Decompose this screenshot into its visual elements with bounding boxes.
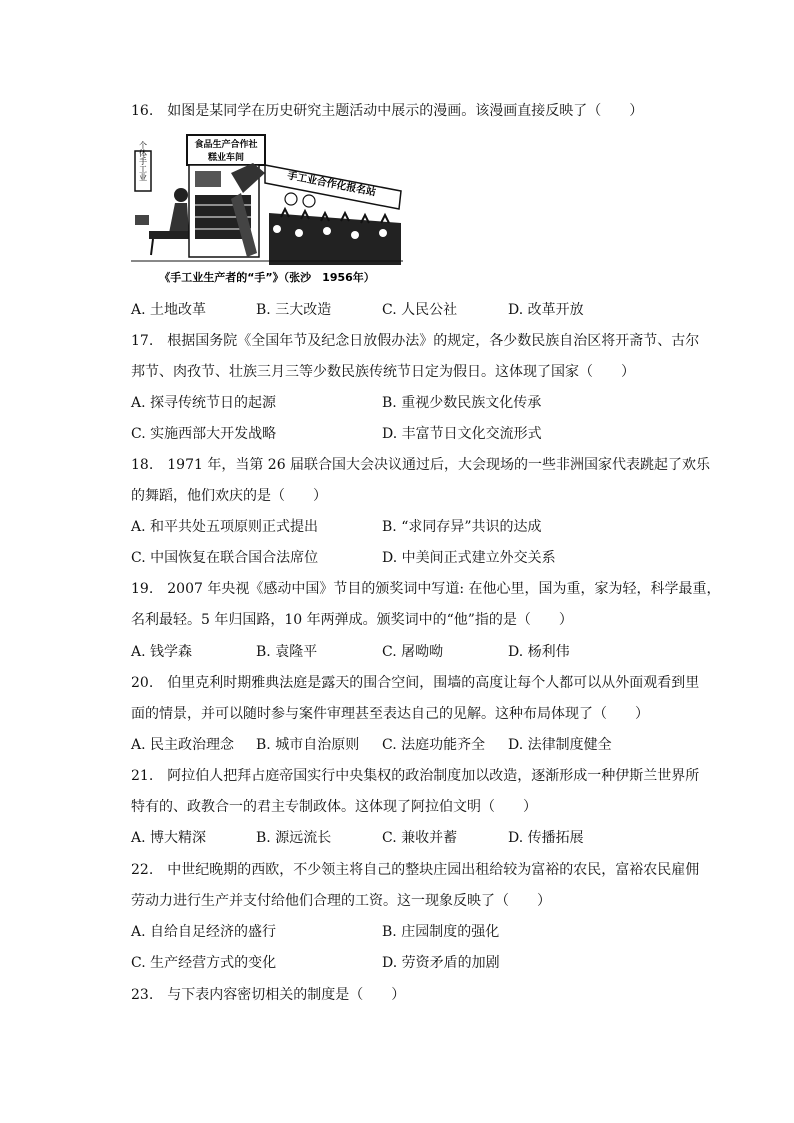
q22-line1: 22. 中世纪晚期的西欧，不少领主将自己的整块庄园出租给较为富裕的农民，富裕农民雇佣 bbox=[131, 862, 700, 878]
q18-option-a: A. 和平共处五项原则正式提出 bbox=[131, 519, 319, 535]
q19-line2: 名利最轻。5 年归国路，10 年两弹成。颁奖词中的“他”指的是（ ） bbox=[131, 612, 573, 628]
q17-option-a: A. 探寻传统节日的起源 bbox=[131, 395, 277, 411]
q19-option-a: A. 钱学森 bbox=[131, 644, 193, 660]
cartoon-caption: 《手工业生产者的“手”》（张沙 1956年） bbox=[159, 271, 375, 284]
q22-option-b: B. 庄园制度的强化 bbox=[382, 924, 500, 940]
q16-option-c: C. 人民公社 bbox=[382, 302, 458, 318]
q22-option-a: A. 自给自足经济的盛行 bbox=[131, 924, 277, 940]
cartoon-sign-top2-text: 糕业车间 bbox=[207, 153, 245, 163]
q20-line2: 面的情景，并可以随时参与案件审理甚至表达自己的见解。这种布局体现了（ ） bbox=[131, 706, 649, 722]
q20-option-a: A. 民主政治理念 bbox=[131, 737, 235, 753]
q19-option-b: B. 袁隆平 bbox=[256, 644, 318, 660]
q20-option-c: C. 法庭功能齐全 bbox=[382, 737, 486, 753]
q21-option-b: B. 源远流长 bbox=[256, 830, 332, 846]
q16-cartoon bbox=[131, 133, 403, 287]
q20-option-b: B. 城市自治原则 bbox=[256, 737, 360, 753]
q21-line1: 21. 阿拉伯人把拜占庭帝国实行中央集权的政治制度加以改造，逐渐形成一种伊斯兰世界所 bbox=[131, 768, 700, 784]
q16-option-a: A. 土地改革 bbox=[131, 302, 207, 318]
q21-option-c: C. 兼收并蓄 bbox=[382, 830, 458, 846]
q18-option-c: C. 中国恢复在联合国合法席位 bbox=[131, 550, 319, 566]
q21-line2: 特有的、政教合一的君主专制政体。这体现了阿拉伯文明（ ） bbox=[131, 799, 537, 815]
q16-option-d: D. 改革开放 bbox=[508, 302, 584, 318]
cartoon-worker-body bbox=[169, 203, 189, 233]
q19-option-c: C. 屠呦呦 bbox=[382, 644, 444, 660]
cartoon-sign-top-text: 食品生产合作社 bbox=[194, 140, 258, 150]
q23-stem: 23. 与下表内容密切相关的制度是（ ） bbox=[131, 987, 406, 1003]
q19-line1: 19. 2007 年央视《感动中国》节目的颁奖词中写道: 在他心里，国为重，家为轻，科学最重， bbox=[131, 581, 721, 597]
q18-option-d: D. 中美间正式建立外交关系 bbox=[382, 550, 556, 566]
q17-line2: 邦节、肉孜节、壮族三月三等少数民族传统节日定为假日。这体现了国家（ ） bbox=[131, 364, 635, 380]
q17-option-c: C. 实施西部大开发战略 bbox=[131, 426, 277, 442]
cartoon-sign-left-text: 个体手工业 bbox=[138, 141, 148, 181]
q17-line1: 17. 根据国务院《全国年节及纪念日放假办法》的规定，各少数民族自治区将开斋节、古尔 bbox=[131, 333, 700, 349]
q22-option-c: C. 生产经营方式的变化 bbox=[131, 955, 277, 971]
q18-option-b: B. “求同存异”共识的达成 bbox=[382, 519, 542, 535]
q18-line1: 18. 1971 年，当第 26 届联合国大会决议通过后，大会现场的一些非洲国家代表跳起了欢乐 bbox=[131, 457, 711, 473]
q18-line2: 的舞蹈，他们欢庆的是（ ） bbox=[131, 488, 327, 504]
q21-option-d: D. 传播拓展 bbox=[508, 830, 584, 846]
q17-option-b: B. 重视少数民族文化传承 bbox=[382, 395, 542, 411]
q16-option-b: B. 三大改造 bbox=[256, 302, 332, 318]
q22-line2: 劳动力进行生产并支付给他们合理的工资。这一现象反映了（ ） bbox=[131, 893, 551, 909]
q16-stem: 16. 如图是某同学在历史研究主题活动中展示的漫画。该漫画直接反映了（ ） bbox=[131, 103, 644, 119]
q20-line1: 20. 伯里克利时期雅典法庭是露天的围合空间，围墙的高度让每个人都可以从外面观看到里 bbox=[131, 675, 700, 691]
q21-option-a: A. 博大精深 bbox=[131, 830, 207, 846]
cartoon-banner-text: 手工业合作化报名站 bbox=[286, 170, 377, 199]
q20-option-d: D. 法律制度健全 bbox=[508, 737, 612, 753]
cartoon-worker-head bbox=[174, 188, 188, 202]
q19-option-d: D. 杨利伟 bbox=[508, 644, 570, 660]
q17-option-d: D. 丰富节日文化交流形式 bbox=[382, 426, 542, 442]
q22-option-d: D. 劳资矛盾的加剧 bbox=[382, 955, 500, 971]
